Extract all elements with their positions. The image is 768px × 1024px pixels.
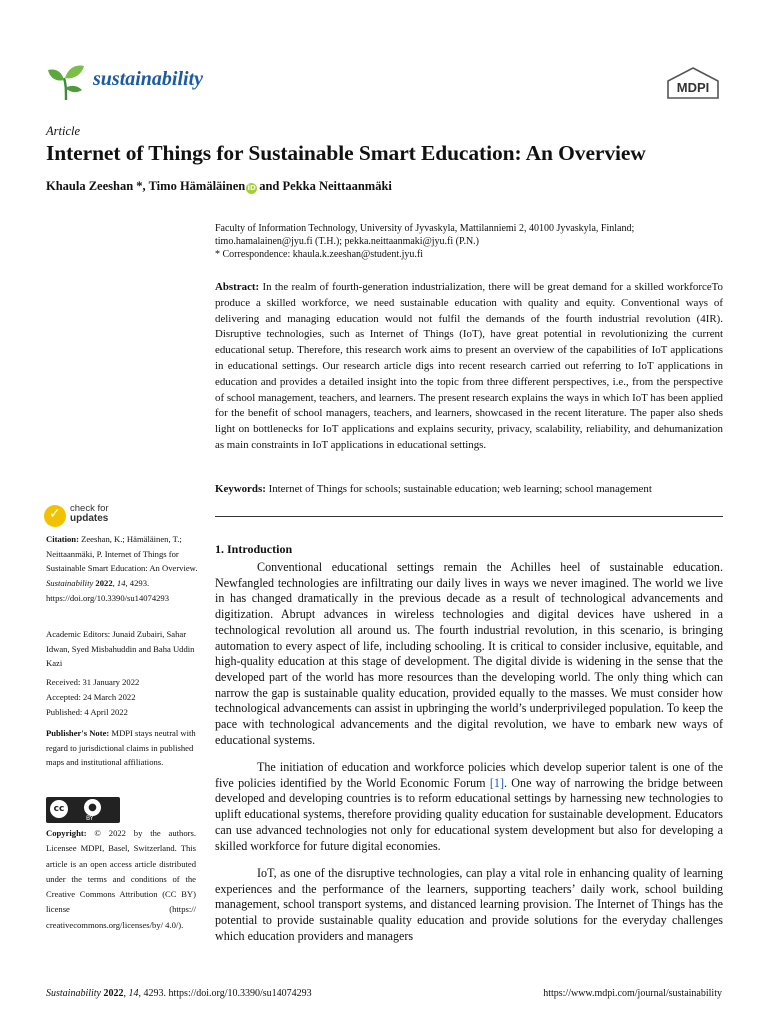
author-emails: timo.hamalainen@jyu.fi (T.H.); pekka.neittaanmaki@jyu.fi (P.N.) [215,236,479,247]
publisher-note-label: Publisher's Note: [46,728,110,738]
correspondence: * Correspondence: khaula.k.zeeshan@student.jyu.fi [215,249,424,260]
body-paragraph [215,560,723,748]
published-date: Published: 4 April 2022 [46,707,128,717]
paragraph-text: Conventional educational settings remain the Achilles heel of sustainable education. Newfangled technologies are infiltrating our daily lives in ways we never imagined. The world we live in has changed dramatically in the previous decade as a result of technological advancements and digitization. Abrupt advances in wireless technologies and digital devices have ushered in a technological revolution all around us. The fourth industrial revolution, in this scenario, is bringing automation to every aspect of life, including schooling. It is critical to consider inclusive, equitable, and high-quality education at this stage of development. The digital divide is widening in the sense that the developed part of the world has more resources than the developing world. The only thing which can narrow the gap is sustainable quality education, provided equally to the masses. We must consider how technological advancements can assist in upbringing the world’s underprivileged population. To keep the pace with technological advancements and the digital revolution, we have to embark new ways of educational systems. [215,560,723,747]
copyright-label: Copyright: [46,828,87,838]
check-updates-line1: check for [70,503,109,514]
abstract-text: In the realm of fourth-generation industrialization, there will be great demand for a skilled workforceTo produce a skilled workforce, we need sustainable education with quality and equity. Conventional ways of delivering and managing education would not fulfil the demands of the fourth industrial revolution (4IR). Disruptive technologies, such as Internet of Things (IoT), have great potential in revolutionizing the current educational setup. Therefore, this research work aims to present an overview of the capabilities of IoT applications in educational settings. Our research article digs into recent research carried out referring to IoT applications in education and provides a detailed insight into the topic from three different perspectives, i.e., from the perspective of school management, teachers, and learners. The present research explains the ways in which IoT has been applied for the benefit of school managers, teachers, and learners, showcased in the recent literature. The paper also sheds light on bottlenecks for IoT applications and explains security, privacy, scalability, reliability, and dehumanization as main constraints in IoT applications in educational settings. [215,281,723,451]
keywords [215,483,723,495]
authors-first: Khaula Zeeshan *, Timo Hämäläinen [46,179,246,193]
check-for-updates-button[interactable] [44,503,164,531]
copyright-text: © 2022 by the authors. Licensee MDPI, Basel, Switzerland. This article is an open access article distributed under the terms and conditions of the Creative Commons Attribution (CC BY) license (https:// creativecommons.org/licenses/by/ 4.0/). [46,828,196,930]
creative-commons-icon: cc [50,800,68,818]
cc-by-license-badge[interactable] [46,797,120,823]
footer-citation: Sustainability 2022, 14, 4293. https://doi.org/10.3390/su14074293 [46,988,312,999]
citation-doi-link[interactable]: https://doi.org/10.3390/su14074293 [46,592,170,603]
journal-name: sustainability [93,68,204,90]
citation-label: Citation: [46,534,79,544]
footer-volume: 14 [128,988,139,999]
keywords-text: Internet of Things for schools; sustainable education; web learning; school management [268,483,652,495]
paragraph-text: IoT, as one of the disruptive technologies, can play a vital role in enhancing quality of learning experiences and the performance of the learners, supporting teachers’ daily work, school building management, school transport systems, and distanced learning provision. The Internet of Things has the potential to provide sustainable quality education and provide solutions for the everyday challenges which education providers and managers [215,866,723,943]
abstract-label: Abstract: [215,281,260,293]
abstract [215,280,723,454]
publisher-note [46,726,198,770]
author-list [46,179,392,194]
footer-doi[interactable]: , 4293. https://doi.org/10.3390/su14074293 [138,988,312,999]
received-date: Received: 31 January 2022 [46,677,140,687]
mdpi-logo-icon [664,66,722,100]
accepted-date: Accepted: 24 March 2022 [46,692,136,702]
affiliation-line: Faculty of Information Technology, University of Jyvaskyla, Mattilanniemi 2, 40100 Jyvaskyla, Finland; [215,223,635,234]
citation-year: 2022 [95,578,113,589]
body-paragraph [215,760,723,854]
publisher-name: MDPI [676,80,710,95]
section-divider [215,516,723,517]
academic-editors: Academic Editors: Junaid Zubairi, Sahar Idwan, Syed Misbahuddin and Baha Uddin Kazi [46,629,195,669]
check-updates-label [70,504,109,524]
license-by-label: BY [86,815,94,822]
attribution-icon: ● [84,799,101,816]
citation-link[interactable]: [1] [489,775,504,790]
body-paragraph [215,866,723,945]
check-updates-icon: ✓ [44,505,66,527]
citation-pages: , 4293. [125,578,150,589]
section-heading: 1. Introduction [215,542,293,556]
article-title: Internet of Things for Sustainable Smart Education: An Overview [46,141,646,165]
journal-logo-icon [46,62,86,102]
orcid-icon[interactable]: iD [247,184,256,192]
article-type: Article [46,124,81,138]
paragraph-text: The initiation of education and workforce policies which develop superior talent is one of the five policies identified by the World Economic Forum [215,760,723,790]
citation-text: Zeeshan, K.; Hämäläinen, T.; Neittaanmäki, P. Internet of Things for Sustainable Smart Education: An Overview. [46,534,198,574]
citation-journal: Sustainability [46,578,94,589]
keywords-label: Keywords: [215,483,266,495]
publisher-note-text: MDPI stays neutral with regard to jurisdictional claims in published maps and institutional affiliations. [46,728,196,768]
citation: Citation: Zeeshan, K.; Hämäläinen, T.; Neittaanmäki, P. Internet of Things for Sustainable Smart Education: An Overview. Sustainability 2022, 14, 4293. https://doi.org/10.3390/su14074293 [46,534,198,603]
citation-volume: 14 [116,578,126,589]
paragraph-text: . One way of narrowing the bridge between developed and developing countries is to reform educational settings by harnessing new technologies to uplift educational systems, therefore providing quality education for sustainable development. Educators can use advanced technologies not only for educational system development but also for developing a skilled workforce for future digital economies. [215,775,724,853]
footer-journal-url[interactable]: https://www.mdpi.com/journal/sustainability [543,988,722,999]
footer-journal: Sustainability [46,988,101,999]
copyright [46,826,196,933]
authors-last: and Pekka Neittaanmäki [259,179,392,193]
footer-year: 2022 [103,988,124,999]
check-updates-line2: updates [70,513,109,524]
